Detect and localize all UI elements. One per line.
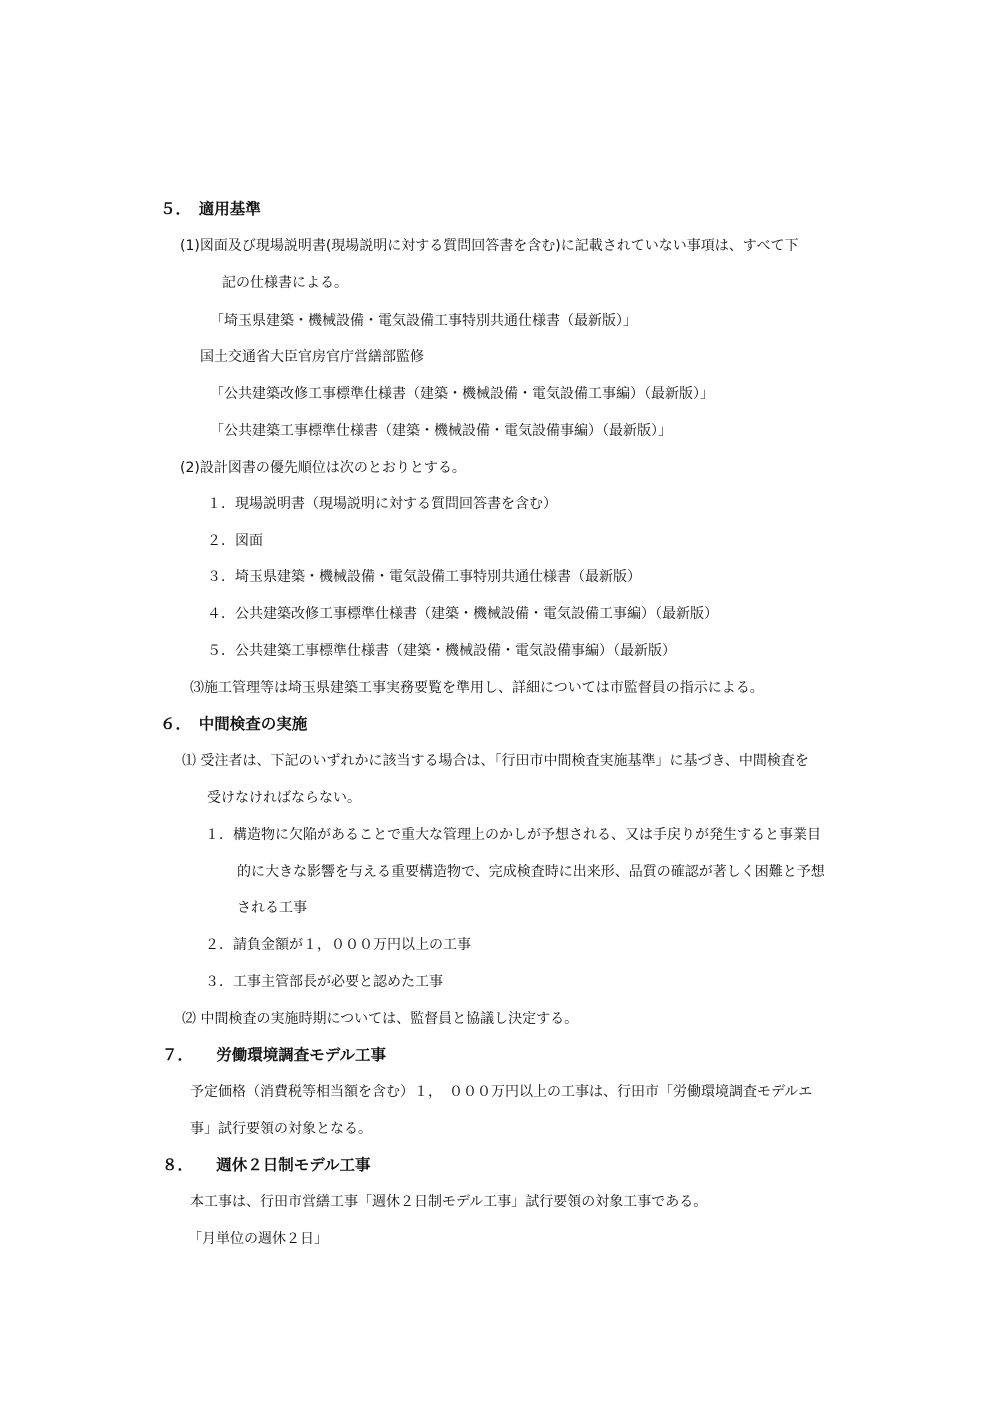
section-7-line-1: 予定価格（消費税等相当額を含む）１， ０００万円以上の工事は、行田市「労働環境調査モデルエ bbox=[190, 1084, 813, 1100]
section-7-line-2: 事」試行要領の対象となる。 bbox=[190, 1121, 372, 1137]
section-6-item-1-line-1: ⑴ 受注者は、下記のいずれかに該当する場合は、「行田市中間検査実施基準」に基づき、中間検査を bbox=[182, 753, 809, 769]
section-8-line-2: 「月単位の週休２日」 bbox=[188, 1231, 328, 1247]
section-5-item-1-line-1: (1)図面及び現場説明書(現場説明に対する質問回答書を含む)に記載されていない事項は、すべて下 bbox=[180, 238, 799, 254]
supervisor-line: 国土交通省大臣官房官庁営繕部監修 bbox=[200, 349, 424, 365]
priority-item-3: ３．埼玉県建築・機械設備・電気設備工事特別共通仕様書（最新版） bbox=[207, 569, 641, 585]
section-5-item-1-line-2: 記の仕様書による。 bbox=[222, 275, 348, 291]
section-7-heading: ７． 労働環境調査モデル工事 bbox=[162, 1046, 386, 1064]
condition-3: ３．工事主管部長が必要と認めた工事 bbox=[205, 974, 443, 990]
condition-1-line-3: される工事 bbox=[237, 900, 307, 916]
priority-item-4: ４．公共建築改修工事標準仕様書（建築・機械設備・電気設備工事編）（最新版） bbox=[207, 606, 718, 622]
spec-saitama: 「埼玉県建築・機械設備・電気設備工事特別共通仕様書（最新版）」 bbox=[210, 313, 637, 329]
section-8-line-1: 本工事は、行田市営繕工事「週休２日制モデル工事」試行要領の対象工事である。 bbox=[190, 1194, 708, 1210]
section-6-item-1-line-2: 受けなければならない。 bbox=[207, 790, 361, 806]
section-8-heading: ８． 週休２日制モデル工事 bbox=[162, 1156, 371, 1174]
priority-item-5: ５．公共建築工事標準仕様書（建築・機械設備・電気設備事編）（最新版） bbox=[207, 643, 676, 659]
spec-repair: 「公共建築改修工事標準仕様書（建築・機械設備・電気設備工事編）（最新版）」 bbox=[210, 386, 714, 402]
condition-1-line-2: 的に大きな影響を与える重要構造物で、完成検査時に出来形、品質の確認が著しく困難と予想 bbox=[237, 864, 825, 880]
priority-item-1: １．現場説明書（現場説明に対する質問回答書を含む） bbox=[207, 496, 557, 512]
section-6-heading: ６． 中間検査の実施 bbox=[160, 715, 308, 733]
section-5-heading: ５． 適用基準 bbox=[160, 200, 261, 218]
condition-1-line-1: １．構造物に欠陥があることで重大な管理上のかしが予想される、又は手戻りが発生すると事業目 bbox=[205, 827, 821, 843]
condition-2: ２．請負金額が１，０００万円以上の工事 bbox=[205, 937, 471, 953]
section-5-item-2: (2)設計図書の優先順位は次のとおりとする。 bbox=[180, 460, 466, 476]
priority-item-2: ２．図面 bbox=[207, 533, 263, 549]
section-5-item-3: ⑶施工管理等は埼玉県建築工事実務要覧を準用し、詳細については市監督員の指示による。 bbox=[190, 680, 764, 696]
spec-construction: 「公共建築工事標準仕様書（建築・機械設備・電気設備事編）（最新版）」 bbox=[210, 423, 672, 439]
section-6-item-2: ⑵ 中間検査の実施時期については、監督員と協議し決定する。 bbox=[182, 1011, 579, 1027]
